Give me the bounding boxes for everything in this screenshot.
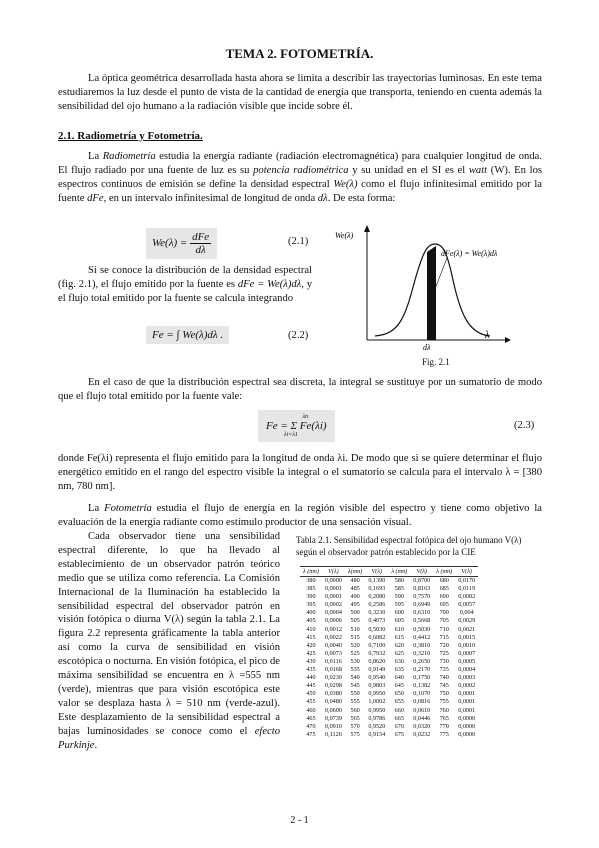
eq2-number: (2.2) — [288, 330, 309, 341]
y-axis-arrow — [364, 225, 370, 232]
text-run: , y el flujo total emitido por la fuente se calcula integrando — [58, 279, 313, 304]
table-cell: 0,9950 — [368, 690, 386, 698]
section-heading: 2.1. Radiometría y Fotometría. — [58, 130, 203, 142]
table-cell: 0,2080 — [368, 593, 386, 601]
term-radiometria: Radiometría — [102, 151, 156, 162]
table-cell: 615 — [394, 633, 404, 641]
table-cell: 0,0082 — [458, 593, 476, 601]
symbol-dfe: dFe — [87, 193, 104, 204]
table-cell: 635 — [394, 666, 404, 674]
table-cell: 0,0610 — [413, 706, 431, 714]
text-run: , en un intervalo infinitesimal de longitud de onda — [103, 193, 318, 204]
table-cell: 630 — [394, 657, 404, 665]
table-cell: 410 — [306, 625, 316, 633]
table-cell: 0,1750 — [413, 674, 431, 682]
table-cell: 405 — [306, 617, 316, 625]
page-number: 2 - 1 — [290, 815, 309, 826]
table-cell: 0,9803 — [368, 682, 386, 690]
table-cell: 0,0232 — [413, 730, 431, 738]
table-cell: 670 — [394, 722, 404, 730]
table-cell: 535 — [350, 666, 360, 674]
table-cell: 0,0002 — [324, 601, 342, 609]
table-cell: 0,0015 — [458, 633, 476, 641]
table-cell: 0,0057 — [458, 601, 476, 609]
integration-paragraph — [58, 264, 312, 306]
table-cell: 675 — [394, 730, 404, 738]
table-cell: 550 — [350, 690, 360, 698]
table-cell: 0,7570 — [413, 593, 431, 601]
table-cell: 0,5030 — [413, 625, 431, 633]
table-header-cell: V(λ) — [322, 567, 345, 577]
table-cell: 695 — [439, 601, 449, 609]
table-cell: 545 — [350, 682, 360, 690]
table-cell: 605 — [394, 617, 404, 625]
table-cell: 0,5668 — [413, 617, 431, 625]
table-cell: 625 — [394, 649, 404, 657]
radiometria-paragraph — [58, 150, 542, 206]
table-cell: 610 — [394, 625, 404, 633]
table-cell: 0,0073 — [324, 649, 342, 657]
table-cell: 0,0600 — [324, 706, 342, 714]
table-cell: 685 — [439, 585, 449, 593]
table-cell: 0,0380 — [324, 690, 342, 698]
table-cell: 0,0001 — [458, 690, 476, 698]
table-cell: 555 — [350, 698, 360, 706]
table-row — [300, 715, 478, 723]
table-cell: 1,0002 — [368, 698, 386, 706]
table-cell: 0,0004 — [458, 666, 476, 674]
table-row — [300, 731, 478, 739]
table-cell: 0,0000 — [458, 730, 476, 738]
table-cell: 415 — [306, 633, 316, 641]
table-cell: 0,3230 — [368, 609, 386, 617]
table-cell: 0,2586 — [368, 601, 386, 609]
intro-paragraph: La óptica geométrica desarrollada hasta ahora se limita a describir las trayectorias luminosas. En este tema estudiaremos la luz desde el punto de vista de la cantidad de energía que transporta, teniendo en cuenta además la sensibilidad del ojo humano a la radiación visible que incide sobre él. — [58, 73, 542, 112]
table-cell: 0,6949 — [413, 601, 431, 609]
interval-paragraph: donde Fe(λi) representa el flujo emitido para la longitud de onda λi. De modo que si se quiere determinar el flujo energético emitido en el rango del espectro visible la integral o el sumatorio se calcula para el intervalo λ = [380 nm, 780 nm]. — [58, 453, 542, 492]
table-cell: 655 — [394, 698, 404, 706]
table-cell: 0,8700 — [413, 577, 431, 584]
text-run: La — [88, 151, 103, 162]
table-cell: 0,0320 — [413, 722, 431, 730]
eq3-upper: λn — [302, 414, 309, 420]
table-cell: 575 — [350, 730, 360, 738]
equation-2-1 — [146, 228, 217, 259]
table-cell: 0,6310 — [413, 609, 431, 617]
table-cell: 0,0000 — [458, 722, 476, 730]
eq1-lhs: We(λ) = — [152, 237, 188, 250]
table-cell: 0,0007 — [458, 649, 476, 657]
discrete-paragraph: En el caso de que la distribución espectral sea discreta, la integral se sustituye por un sumatorio de modo que el flujo total emitido por la fuente vale: — [58, 377, 542, 402]
table-cell: 590 — [394, 593, 404, 601]
table-row — [300, 634, 478, 642]
table-cell: 0,0170 — [458, 577, 476, 584]
table-cell: 665 — [394, 714, 404, 722]
table-cell: 0,9149 — [368, 666, 386, 674]
fig-dlabel: dλ — [423, 343, 431, 352]
text-run: como el flujo infinitesimal emitido por la fuente — [58, 179, 542, 204]
table-cell: 0,1126 — [325, 730, 342, 738]
table-cell: 0,0480 — [324, 698, 342, 706]
table-row — [300, 609, 478, 617]
eq1-fraction — [190, 231, 211, 256]
table-cell: 0,0446 — [413, 714, 431, 722]
table-cell: 0,0000 — [458, 714, 476, 722]
table-row — [300, 642, 478, 650]
table-cell: 720 — [439, 641, 449, 649]
table-cell: 0,0022 — [324, 633, 342, 641]
table-cell: 485 — [350, 585, 360, 593]
table-cell: 710 — [439, 625, 449, 633]
table-cell: 0,0001 — [324, 585, 342, 593]
table-cell: 585 — [394, 585, 404, 593]
table-row — [300, 674, 478, 682]
table-cell: 580 — [394, 577, 404, 584]
table-cell: 460 — [306, 706, 316, 714]
fotometria-paragraph — [58, 502, 542, 530]
table-cell: 0,1390 — [368, 577, 386, 584]
table-header-cell: λ(nm) — [345, 567, 365, 577]
table-cell: 0,4412 — [413, 633, 431, 641]
table-body — [300, 577, 478, 739]
table-row — [300, 682, 478, 690]
eq1-numerator: dFe — [192, 231, 210, 243]
term-purkinje: efecto Purkinje — [58, 725, 280, 751]
text-run: Si se conoce la distribución de la densidad espectral (fig. 2.1), el flujo emitido por la fuente es — [58, 265, 312, 290]
table-row — [300, 707, 478, 715]
table-cell: 425 — [306, 649, 316, 657]
table-cell: 645 — [394, 682, 404, 690]
table-cell: 0,5030 — [368, 625, 386, 633]
fig-ylabel: We(λ) — [335, 231, 354, 240]
page-title: TEMA 2. FOTOMETRÍA. — [225, 46, 374, 61]
table-cell: 0,9154 — [368, 730, 386, 738]
table-cell: 0,0000 — [324, 577, 342, 584]
table-cell: 0,0168 — [324, 666, 342, 674]
table-row — [300, 617, 478, 625]
table-cell: 0,9950 — [368, 706, 386, 714]
table-cell: 570 — [350, 722, 360, 730]
table-cell: 690 — [439, 593, 449, 601]
eq3-body: Fe = Σ Fe(λi) — [266, 420, 327, 432]
table-cell: 0,2650 — [413, 657, 431, 665]
equation-2-2: Fe = ∫ We(λ)dλ . — [146, 326, 229, 344]
table-cell: 0,4073 — [368, 617, 386, 625]
table-cell: 0,0040 — [324, 641, 342, 649]
table-cell: 0,004 — [459, 609, 474, 617]
table-cell: 380 — [306, 577, 316, 584]
table-cell: 500 — [350, 609, 360, 617]
table-header-cell: V(λ) — [455, 567, 478, 577]
x-axis-arrow — [505, 337, 511, 343]
text-run: La — [88, 503, 105, 514]
table-cell: 0,0012 — [324, 625, 342, 633]
table-cell: 435 — [306, 666, 316, 674]
table-cell: 0,0002 — [458, 682, 476, 690]
table-cell: 0,0001 — [324, 593, 342, 601]
table-cell: 450 — [306, 690, 316, 698]
table-cell: 0,0029 — [458, 617, 476, 625]
table-header-cell: λ (nm) — [433, 567, 455, 577]
table-cell: 0,0816 — [413, 698, 431, 706]
table-row — [300, 698, 478, 706]
table-cell: 600 — [394, 609, 404, 617]
table-cell: 0,1070 — [413, 690, 431, 698]
table-header-cell: λ (nm) — [388, 567, 410, 577]
text-run: y su unidad en el SI es el — [348, 165, 469, 176]
table-header-cell: λ (nm) — [300, 567, 322, 577]
figure-caption: Fig. 2.1 — [422, 357, 450, 367]
table-cell: 745 — [439, 682, 449, 690]
term-potencia: potencia radiométrica — [253, 165, 349, 176]
table-cell: 0,0001 — [458, 698, 476, 706]
term-fotometria: Fotometría — [104, 503, 152, 514]
table-cell: 620 — [394, 641, 404, 649]
table-row — [300, 577, 478, 586]
table-cell: 0,7932 — [368, 649, 386, 657]
table-row — [300, 658, 478, 666]
table-cell: 0,3810 — [413, 641, 431, 649]
table-row — [300, 666, 478, 674]
table-header-row — [300, 567, 478, 577]
table-cell: 0,8163 — [413, 585, 431, 593]
table-cell: 510 — [350, 625, 360, 633]
table-row — [300, 593, 478, 601]
table-row — [300, 690, 478, 698]
table-cell: 0,2170 — [413, 666, 431, 674]
table-cell: 430 — [306, 657, 316, 665]
table-cell: 385 — [306, 585, 316, 593]
table-cell: 660 — [394, 706, 404, 714]
table-cell: 715 — [439, 633, 449, 641]
table-cell: 725 — [439, 649, 449, 657]
table-cell: 765 — [439, 714, 449, 722]
table-cell: 760 — [439, 706, 449, 714]
table-cell: 0,0003 — [458, 674, 476, 682]
eq1-denominator: dλ — [195, 244, 206, 256]
table-row — [300, 626, 478, 634]
table-cell: 520 — [350, 641, 360, 649]
table-cell: 735 — [439, 666, 449, 674]
table-cell: 505 — [350, 617, 360, 625]
table-cell: 0,0739 — [324, 714, 342, 722]
table-cell: 455 — [306, 698, 316, 706]
table-cell: 490 — [350, 593, 360, 601]
symbol-we: We(λ) — [333, 179, 358, 190]
table-cell: 730 — [439, 657, 449, 665]
table-cell: 0,0006 — [324, 617, 342, 625]
table-cell: 420 — [306, 641, 316, 649]
text-run: . — [94, 739, 98, 751]
symbol-dl: dλ — [317, 193, 328, 204]
text-run: estudia el flujo de energía en la región visible del espectro y tiene como objetivo la evaluación de la energía radiante como estímulo productor de una sensación visual. — [58, 503, 542, 528]
table-cell: 755 — [439, 698, 449, 706]
sensitivity-table — [300, 566, 478, 739]
table-cell: 0,1382 — [413, 682, 431, 690]
text-run: Cada observador tiene una sensibilidad espectral diferente, lo que ha llevado al establecimiento de un observador patrón teórico medio que se utiliza como referencia. La Comisión Internacional de la Iluminación ha establecido la sensibilidad espectral del observador patrón en visión fotópica o diurna V(λ) según la tabla 2.1. La figura 2.2 representa gráficamente la tabla anterior así como la curva de sensibilidad en visión escotópica o nocturna. En visión fotópica, el pico de máxima sensibilidad se encuentra en λ =555 nm (verde), mientras que para visión escotópica este valor se desplaza hasta λ = 510 nm (verde-azul). Este desplazamiento de la sensibilidad espectral a bajas luminosidades se conoce como el — [58, 531, 280, 737]
table-cell: 540 — [350, 674, 360, 682]
table-header-cell: V(λ) — [410, 567, 433, 577]
table-cell: 640 — [394, 674, 404, 682]
table-cell: 400 — [306, 609, 316, 617]
text-run: estudia la energía radiante (radiación electromagnética) para cualquier longitud de onda. El flujo radiado por una fuente de luz es su — [58, 151, 542, 176]
eq1-number: (2.1) — [288, 236, 309, 247]
table-cell: 565 — [350, 714, 360, 722]
table-cell: 0,0230 — [324, 674, 342, 682]
table-row — [300, 723, 478, 731]
table-cell: 440 — [306, 674, 316, 682]
table-cell: 770 — [439, 722, 449, 730]
table-cell: 515 — [350, 633, 360, 641]
table-cell: 525 — [350, 649, 360, 657]
table-header-cell: V(λ) — [365, 567, 388, 577]
figure-2-1 — [335, 222, 545, 352]
table-cell: 740 — [439, 674, 449, 682]
table-cell: 0,0004 — [324, 609, 342, 617]
text-run: . De esta forma: — [327, 193, 396, 204]
table-cell: 0,0005 — [458, 657, 476, 665]
table-cell: 0,0298 — [324, 682, 342, 690]
table-cell: 0,9786 — [368, 714, 386, 722]
table-row — [300, 585, 478, 593]
text-run: (W). En los espectros continuos de emisión se define la densidad espectral — [58, 165, 542, 190]
table-cell: 395 — [306, 601, 316, 609]
table-cell: 750 — [439, 690, 449, 698]
table-cell: 0,0116 — [325, 657, 342, 665]
term-watt: watt — [468, 165, 488, 176]
table-caption: Tabla 2.1. Sensibilidad espectral fotópica del ojo humano V(λ) según el observador patrón establecido por la CIE — [296, 535, 522, 557]
table-row — [300, 601, 478, 609]
table-cell: 0,3210 — [413, 649, 431, 657]
table-cell: 0,0001 — [458, 706, 476, 714]
eq3-number: (2.3) — [514, 420, 535, 431]
table-cell: 775 — [439, 730, 449, 738]
fig-xlabel: λ — [485, 330, 490, 341]
table-cell: 0,6082 — [368, 633, 386, 641]
table-cell: 0,8620 — [368, 657, 386, 665]
table-cell: 475 — [306, 730, 316, 738]
eq-inline: dFe = We(λ)dλ — [237, 279, 302, 290]
table-cell: 445 — [306, 682, 316, 690]
table-cell: 700 — [439, 609, 449, 617]
table-cell: 705 — [439, 617, 449, 625]
table-cell: 560 — [350, 706, 360, 714]
table-cell: 0,1693 — [368, 585, 386, 593]
observer-paragraph — [58, 530, 280, 753]
table-cell: 680 — [439, 577, 449, 584]
table-cell: 0,9540 — [368, 674, 386, 682]
table-row — [300, 650, 478, 658]
table-cell: 0,9520 — [368, 722, 386, 730]
table-cell: 480 — [350, 577, 360, 584]
table-cell: 530 — [350, 657, 360, 665]
strip-dl — [427, 246, 436, 340]
table-cell: 390 — [306, 593, 316, 601]
table-cell: 0,7100 — [368, 641, 386, 649]
table-cell: 0,0910 — [324, 722, 342, 730]
table-cell: 595 — [394, 601, 404, 609]
table-cell: 495 — [350, 601, 360, 609]
fig-annotation: dFe(λ) = We(λ)dλ — [441, 249, 498, 258]
equation-2-3 — [258, 410, 335, 442]
table-cell: 470 — [306, 722, 316, 730]
table-cell: 0,0021 — [458, 625, 476, 633]
table-cell: 0,0119 — [458, 585, 476, 593]
table-cell: 465 — [306, 714, 316, 722]
table-cell: 650 — [394, 690, 404, 698]
eq3-lower: λi=λ1 — [284, 432, 298, 438]
table-cell: 0,0010 — [458, 641, 476, 649]
